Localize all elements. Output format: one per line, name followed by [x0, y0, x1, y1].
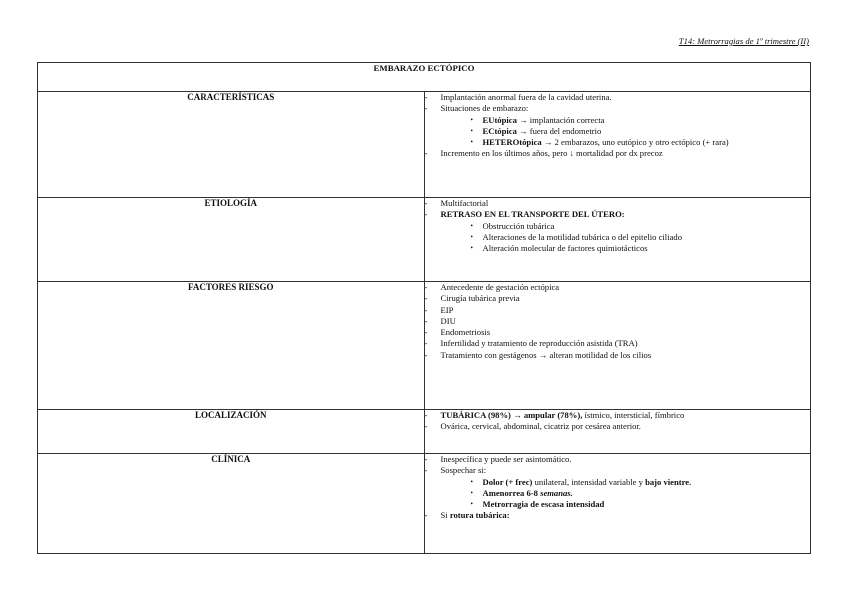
section-content: [424, 410, 811, 454]
list-item: [425, 103, 811, 114]
plain-text: → fuera del endometrio: [516, 125, 602, 136]
bold-text: HETEROtópica: [482, 137, 542, 148]
item-text: [441, 148, 663, 159]
dash-marker: -: [424, 410, 428, 420]
table-title: EMBARAZO ECTÓPICO: [38, 63, 811, 92]
bullet-item: [425, 477, 811, 488]
dash-marker: -: [424, 304, 428, 315]
plain-text: Incremento en los últimos años, pero ↓ mortalidad por dx precoz: [440, 148, 663, 159]
bold-text: Dolor (+ frec): [482, 476, 533, 487]
list-item: [425, 327, 811, 338]
plain-text: Si: [440, 510, 450, 521]
section-row: [38, 410, 811, 454]
list-item: [425, 198, 811, 209]
item-text: [441, 293, 520, 304]
item-text: [441, 92, 612, 103]
dash-marker: -: [424, 282, 428, 292]
item-text: [441, 338, 638, 349]
item-text: [441, 316, 456, 327]
bullet-icon: •: [470, 221, 473, 230]
bullet-icon: •: [470, 126, 473, 135]
plain-text: Inespecífica y puede ser asintomático.: [440, 454, 572, 464]
section-label: ETIOLOGÍA: [38, 198, 425, 282]
bullet-icon: •: [470, 138, 473, 147]
section-label: CARACTERÍSTICAS: [38, 92, 425, 198]
list-item: [425, 350, 811, 361]
item-text: [483, 232, 683, 243]
item-text: [441, 103, 529, 114]
section-label: LOCALIZACIÓN: [38, 410, 425, 454]
bullet-item: [425, 243, 811, 254]
bullet-icon: •: [470, 488, 473, 497]
item-text: [483, 243, 648, 254]
dash-marker: -: [424, 103, 428, 114]
item-text: [441, 305, 454, 316]
list-item: [425, 421, 811, 432]
list-item: [425, 148, 811, 159]
dash-marker: -: [424, 338, 428, 349]
title-row: [38, 63, 811, 92]
bullet-icon: •: [470, 115, 473, 124]
section-row: [38, 92, 811, 198]
dash-marker: -: [424, 454, 428, 464]
item-text: [441, 350, 652, 361]
bullet-item: [425, 232, 811, 243]
plain-text: → 2 embarazos, uno eutópico y otro ectópico (+ rara): [541, 137, 729, 148]
section-row: [38, 282, 811, 410]
bullet-item: [425, 499, 811, 510]
dash-marker: -: [424, 421, 428, 432]
list-item: [425, 338, 811, 349]
item-text: [441, 209, 625, 220]
plain-text: Alteración molecular de factores quimiotácticos: [482, 243, 648, 254]
bold-text: EUtópica: [482, 114, 517, 125]
item-text: [441, 327, 491, 338]
bullet-item: [425, 126, 811, 137]
dash-marker: -: [424, 327, 428, 338]
item-text: [483, 126, 602, 137]
dash-marker: -: [424, 198, 428, 208]
item-text: [441, 421, 641, 432]
section-label: CLÍNICA: [38, 454, 425, 554]
plain-text: Ovárica, cervical, abdominal, cicatriz por cesárea anterior.: [440, 421, 641, 432]
plain-text: Tratamiento con gestágenos → alteran motilidad de los cilios: [440, 349, 652, 360]
item-text: [441, 454, 572, 465]
plain-text: Infertilidad y tratamiento de reproducción asistida (TRA): [440, 338, 638, 349]
item-text: [483, 137, 729, 148]
list-item: [425, 209, 811, 220]
dash-marker: -: [424, 148, 428, 159]
plain-text: unilateral, intensidad variable y: [532, 476, 646, 487]
bullet-icon: •: [470, 244, 473, 253]
list-item: [425, 92, 811, 103]
bold-text: RETRASO EN EL TRANSPORTE DEL ÚTERO:: [440, 209, 625, 220]
bullet-item: [425, 115, 811, 126]
bullet-icon: •: [470, 500, 473, 509]
bullet-icon: •: [470, 477, 473, 486]
bold-text: rotura tubárica:: [449, 510, 510, 521]
list-item: [425, 282, 811, 293]
item-text: [483, 488, 573, 499]
dash-marker: -: [424, 315, 428, 326]
list-item: [425, 410, 811, 421]
plain-text: Sospechar si:: [440, 465, 487, 476]
dash-marker: -: [424, 92, 428, 102]
list-item: [425, 454, 811, 465]
plain-text: DIU: [440, 315, 456, 326]
plain-text: Alteraciones de la motilidad tubárica o del epitelio ciliado: [482, 231, 682, 242]
section-content: [424, 454, 811, 554]
italic-text: semanas.: [540, 487, 573, 498]
list-item: [425, 316, 811, 327]
list-item: [425, 510, 811, 521]
dash-marker: -: [424, 510, 428, 521]
ectopic-pregnancy-table: [37, 62, 811, 554]
item-text: [483, 477, 692, 488]
plain-text: Antecedente de gestación ectópica: [440, 282, 560, 292]
bold-text: Metrorragia de escasa intensidad: [482, 499, 605, 510]
item-text: [441, 510, 510, 521]
section-row: [38, 198, 811, 282]
bold-text: Amenorrea 6-8: [482, 487, 541, 498]
bullet-item: [425, 221, 811, 232]
item-text: [441, 410, 685, 421]
plain-text: Situaciones de embarazo:: [440, 103, 529, 114]
section-content: [424, 198, 811, 282]
item-text: [483, 221, 555, 232]
plain-text: → implantación correcta: [516, 114, 605, 125]
dash-marker: -: [424, 209, 428, 220]
bullet-item: [425, 488, 811, 499]
plain-text: Endometriosis: [440, 327, 491, 338]
bold-italic-text: [540, 488, 573, 498]
dash-marker: -: [424, 465, 428, 476]
plain-text: Multifactorial: [440, 198, 489, 208]
dash-marker: -: [424, 293, 428, 304]
section-row: [38, 454, 811, 554]
plain-text: EIP: [440, 304, 454, 315]
bold-text: ECtópica: [482, 125, 517, 136]
bold-text: TUBÁRICA (98%) → ampular (78%),: [440, 410, 583, 420]
item-text: [483, 115, 605, 126]
item-text: [483, 499, 605, 510]
item-text: [441, 465, 487, 476]
bullet-item: [425, 137, 811, 148]
bullet-icon: •: [470, 232, 473, 241]
page-header: T14: Metrorragias de 1º trimestre (II): [678, 36, 809, 46]
list-item: [425, 305, 811, 316]
plain-text: Implantación anormal fuera de la cavidad uterina.: [440, 92, 612, 102]
list-item: [425, 465, 811, 476]
dash-marker: -: [424, 349, 428, 360]
bold-text: bajo vientre.: [645, 476, 692, 487]
list-item: [425, 293, 811, 304]
plain-text: Obstrucción tubárica: [482, 220, 555, 231]
plain-text: Cirugía tubárica previa: [440, 293, 520, 304]
section-content: [424, 92, 811, 198]
item-text: [441, 198, 489, 209]
section-label: FACTORES RIESGO: [38, 282, 425, 410]
item-text: [441, 282, 560, 293]
section-content: [424, 282, 811, 410]
plain-text: ístmico, intersticial, fímbrico: [582, 410, 685, 420]
